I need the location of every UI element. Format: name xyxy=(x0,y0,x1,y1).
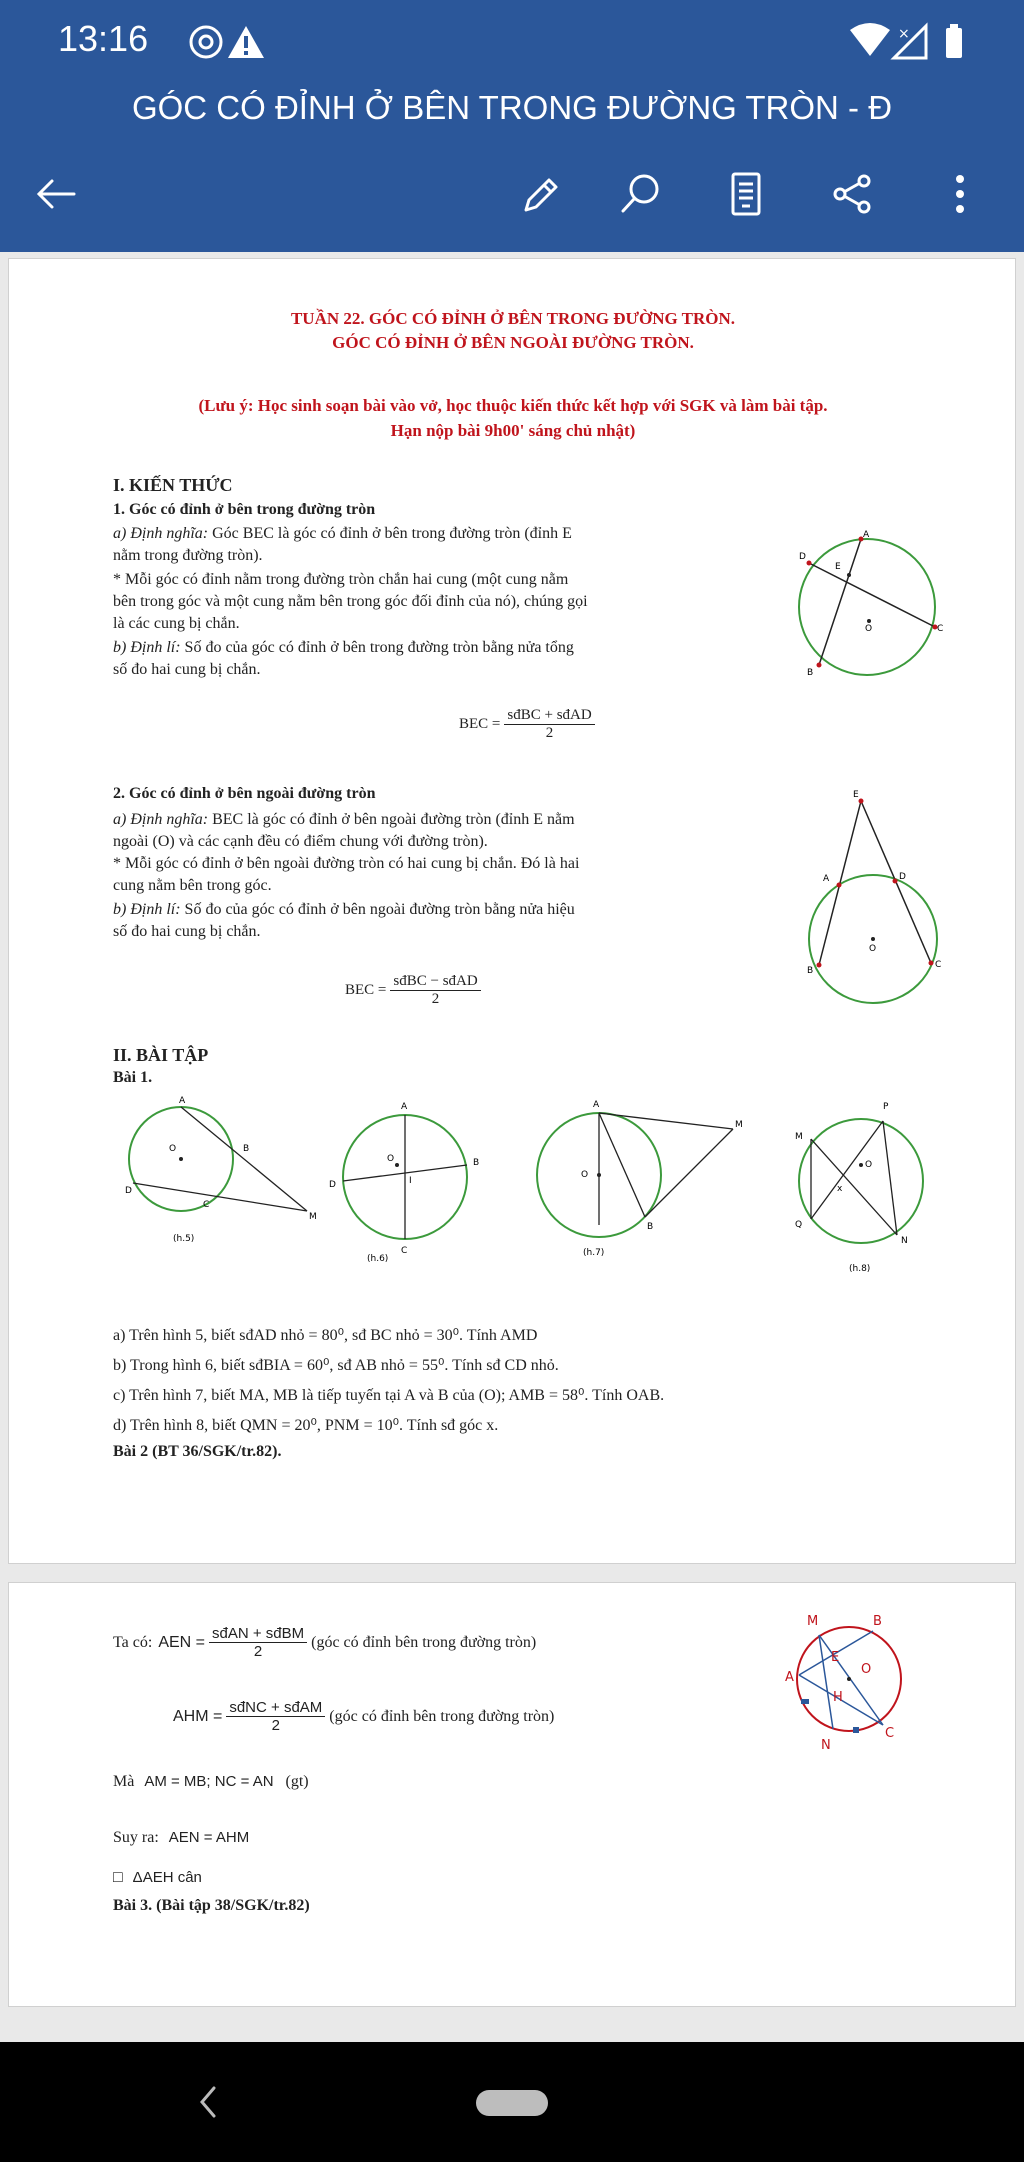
svg-text:C: C xyxy=(401,1246,408,1256)
no-signal-icon xyxy=(894,26,926,58)
s2-thm-text2: số đo hai cung bị chắn. xyxy=(113,923,261,940)
s2-def-text2: ngoài (O) và các cạnh đều có điểm chung với đường tròn). xyxy=(113,833,488,850)
s2-formula xyxy=(345,973,485,1008)
s2-formula-numerator: sđBC − sđAD xyxy=(390,973,480,991)
s1-formula xyxy=(459,707,599,742)
svg-text:E: E xyxy=(835,562,841,572)
back-arrow-icon xyxy=(32,170,80,218)
svg-text:A: A xyxy=(593,1100,600,1110)
s1-def-text2: nằm trong đường tròn). xyxy=(113,547,263,564)
subsection-heading-1: 1. Góc có đỉnh ở bên trong đường tròn xyxy=(113,501,376,518)
svg-text:A: A xyxy=(401,1102,408,1112)
document-page-1[interactable] xyxy=(8,258,1016,1564)
status-time: 13:16 xyxy=(58,18,149,59)
svg-text:P: P xyxy=(883,1102,889,1112)
line1-lhs: AEN = xyxy=(158,1633,205,1651)
s2-note-line2: cung nằm bên trong góc. xyxy=(113,877,272,894)
svg-text:M: M xyxy=(735,1120,743,1130)
question-c: c) Trên hình 7, biết MA, MB là tiếp tuyến tại A và B của (O); AMB = 58⁰. Tính OAB. xyxy=(113,1387,665,1404)
line1-numerator: sđAN + sđBM xyxy=(209,1625,307,1643)
s1-thm-label: b) Định lí: xyxy=(113,639,181,656)
s1-note-line2: bên trong góc và một cung nằm bên trong góc đối đỉnh của nó), chúng gọi xyxy=(113,593,588,610)
svg-text:E: E xyxy=(831,1650,840,1665)
s2-note-line1: * Mỗi góc có đỉnh ở bên ngoài đường tròn có hai cung bị chắn. Đó là hai xyxy=(113,855,580,872)
line4-math: AEN = AHM xyxy=(168,1829,250,1846)
figure-h7-label: (h.7) xyxy=(583,1248,605,1258)
svg-text:I: I xyxy=(409,1176,412,1186)
svg-text:D: D xyxy=(125,1186,132,1196)
figure-h8-label: (h.8) xyxy=(849,1264,871,1274)
reading-view-button[interactable] xyxy=(710,158,782,230)
page-title-line1: TUẦN 22. GÓC CÓ ĐỈNH Ở BÊN TRONG ĐƯỜNG TRÒN. xyxy=(290,309,736,328)
document-title: GÓC CÓ ĐỈNH Ở BÊN TRONG ĐƯỜNG TRÒN - Đ xyxy=(131,89,893,126)
figure-h5 xyxy=(119,1095,319,1245)
page-title-line2: GÓC CÓ ĐỈNH Ở BÊN NGOÀI ĐƯỜNG TRÒN. xyxy=(332,333,694,352)
svg-text:C: C xyxy=(885,1726,895,1741)
svg-text:D: D xyxy=(899,872,906,882)
svg-text:B: B xyxy=(873,1614,882,1629)
svg-text:B: B xyxy=(807,668,814,678)
search-icon xyxy=(616,170,664,218)
line1-denominator: 2 xyxy=(253,1643,263,1660)
s2-def-label: a) Định nghĩa: xyxy=(113,811,209,828)
more-options-button[interactable] xyxy=(924,158,996,230)
note-line2: Hạn nộp bài 9h00' sáng chủ nhật) xyxy=(390,421,636,440)
line3-note: (gt) xyxy=(285,1773,309,1790)
s1-formula-numerator: sđBC + sđAD xyxy=(504,707,594,725)
s1-def-text: Góc BEC là góc có đỉnh ở bên trong đường tròn (đỉnh E xyxy=(212,525,572,542)
question-d: d) Trên hình 8, biết QMN = 20⁰, PNM = 10⁰. Tính sđ góc x. xyxy=(113,1417,499,1434)
nav-home-pill[interactable] xyxy=(476,2090,548,2116)
status-bar xyxy=(0,0,1024,84)
bai3-heading: Bài 3. (Bài tập 38/SGK/tr.82) xyxy=(113,1897,310,1914)
wifi-icon xyxy=(850,23,890,56)
svg-text:O: O xyxy=(865,624,873,634)
s2-formula-lhs: BEC = xyxy=(345,982,387,998)
solution-line-4 xyxy=(113,1829,249,1847)
edit-pencil-icon xyxy=(516,170,564,218)
svg-text:M: M xyxy=(807,1614,819,1629)
line2-note: (góc có đỉnh bên trong đường tròn) xyxy=(329,1707,555,1725)
solution-line-3 xyxy=(113,1773,309,1791)
s1-note-line1: * Mỗi góc có đỉnh nằm trong đường tròn chắn hai cung (một cung nằm xyxy=(113,571,569,588)
figure-h8 xyxy=(789,1095,929,1275)
svg-text:D: D xyxy=(799,552,806,562)
svg-text:N: N xyxy=(901,1236,908,1246)
svg-text:O: O xyxy=(581,1170,589,1180)
s2-def-text: BEC là góc có đỉnh ở bên ngoài đường tròn (đỉnh E nằm xyxy=(212,811,575,828)
svg-text:A: A xyxy=(785,1670,794,1685)
search-button[interactable] xyxy=(604,158,676,230)
section-heading-kien-thuc: I. KIẾN THỨC xyxy=(113,475,233,495)
svg-text:x: x xyxy=(837,1184,843,1194)
svg-text:H: H xyxy=(833,1690,843,1705)
system-nav-bar xyxy=(0,2042,1024,2162)
solution-line-5 xyxy=(113,1869,202,1887)
section-heading-bai-tap: II. BÀI TẬP xyxy=(113,1045,209,1065)
s2-formula-denominator: 2 xyxy=(431,991,440,1007)
svg-text:M: M xyxy=(795,1132,803,1142)
s2-theorem xyxy=(113,901,575,919)
svg-text:Q: Q xyxy=(795,1220,803,1230)
svg-text:A: A xyxy=(863,530,870,540)
figure-bai2 xyxy=(779,1609,929,1759)
s1-definition xyxy=(113,525,572,543)
svg-text:B: B xyxy=(807,966,814,976)
line2-denominator: 2 xyxy=(271,1717,280,1734)
more-options-icon xyxy=(936,170,984,218)
line1-prefix: Ta có: xyxy=(113,1633,153,1651)
line5-box: □ xyxy=(113,1869,123,1886)
status-icons-left xyxy=(186,22,276,67)
bai2-heading: Bài 2 (BT 36/SGK/tr.82). xyxy=(113,1443,282,1460)
s1-thm-text2: số đo hai cung bị chắn. xyxy=(113,661,261,678)
line2-numerator: sđNC + sđAM xyxy=(226,1699,325,1717)
svg-text:O: O xyxy=(865,1160,873,1170)
line3-prefix: Mà xyxy=(113,1773,135,1790)
s2-definition xyxy=(113,811,575,829)
s2-thm-label: b) Định lí: xyxy=(113,901,181,918)
figure-inside-angle xyxy=(779,527,959,687)
svg-text:O: O xyxy=(169,1144,177,1154)
s1-note-line3: là các cung bị chắn. xyxy=(113,615,240,632)
svg-text:M: M xyxy=(309,1212,317,1222)
s2-thm-text: Số đo của góc có đỉnh ở bên ngoài đường tròn bằng nửa hiệu xyxy=(184,901,575,918)
app-bar xyxy=(0,84,1024,252)
svg-text:O: O xyxy=(861,1662,872,1677)
s1-def-label: a) Định nghĩa: xyxy=(113,525,209,542)
subsection-heading-2: 2. Góc có đỉnh ở bên ngoài đường tròn xyxy=(113,785,376,802)
svg-text:×: × xyxy=(898,26,910,42)
back-button[interactable] xyxy=(20,158,92,230)
reading-view-icon xyxy=(722,170,770,218)
figure-h6 xyxy=(327,1095,497,1265)
figure-h7 xyxy=(527,1095,757,1265)
svg-text:B: B xyxy=(647,1222,654,1232)
svg-text:O: O xyxy=(387,1154,395,1164)
svg-text:B: B xyxy=(243,1144,250,1154)
svg-text:D: D xyxy=(329,1180,336,1190)
line5-math: ΔAEH cân xyxy=(132,1869,202,1886)
figure-outside-angle xyxy=(783,789,963,1019)
s1-theorem xyxy=(113,639,574,657)
figure-h5-label: (h.5) xyxy=(173,1234,195,1244)
warning-icon xyxy=(228,26,264,58)
battery-icon xyxy=(946,24,962,58)
s1-formula-lhs: BEC = xyxy=(459,716,501,732)
line4-prefix: Suy ra: xyxy=(113,1829,159,1846)
svg-text:C: C xyxy=(935,960,942,970)
svg-text:B: B xyxy=(473,1158,480,1168)
svg-text:A: A xyxy=(823,874,830,884)
edit-button[interactable] xyxy=(504,158,576,230)
svg-text:A: A xyxy=(179,1096,186,1106)
share-icon xyxy=(828,170,876,218)
solution-line-1 xyxy=(113,1625,536,1660)
svg-text:C: C xyxy=(203,1200,210,1210)
solution-line-2 xyxy=(173,1699,554,1734)
svg-text:N: N xyxy=(821,1738,831,1753)
document-page-2[interactable] xyxy=(8,1582,1016,2007)
s1-thm-text: Số đo của góc có đỉnh ở bên trong đường tròn bằng nửa tổng xyxy=(184,639,574,656)
status-icons-right xyxy=(848,22,968,67)
nav-back-icon[interactable] xyxy=(196,2084,220,2120)
svg-text:C: C xyxy=(937,624,944,634)
svg-text:O: O xyxy=(869,944,877,954)
at-sign-icon xyxy=(191,27,221,57)
question-b: b) Trong hình 6, biết sđBIA = 60⁰, sđ AB nhỏ = 55⁰. Tính sđ CD nhỏ. xyxy=(113,1357,559,1374)
bai1-heading: Bài 1. xyxy=(113,1069,153,1086)
line2-lhs: AHM = xyxy=(173,1707,223,1725)
line3-math: AM = MB; NC = AN xyxy=(144,1773,274,1790)
note-line1: (Lưu ý: Học sinh soạn bài vào vở, học thuộc kiến thức kết hợp với SGK và làm bài tập. xyxy=(198,396,828,415)
line1-note: (góc có đỉnh bên trong đường tròn) xyxy=(311,1633,537,1651)
s1-formula-denominator: 2 xyxy=(545,725,554,741)
svg-text:E: E xyxy=(853,790,859,800)
share-button[interactable] xyxy=(816,158,888,230)
question-a: a) Trên hình 5, biết sđAD nhỏ = 80⁰, sđ BC nhỏ = 30⁰. Tính AMD xyxy=(113,1327,538,1344)
figure-h6-label: (h.6) xyxy=(367,1254,389,1264)
